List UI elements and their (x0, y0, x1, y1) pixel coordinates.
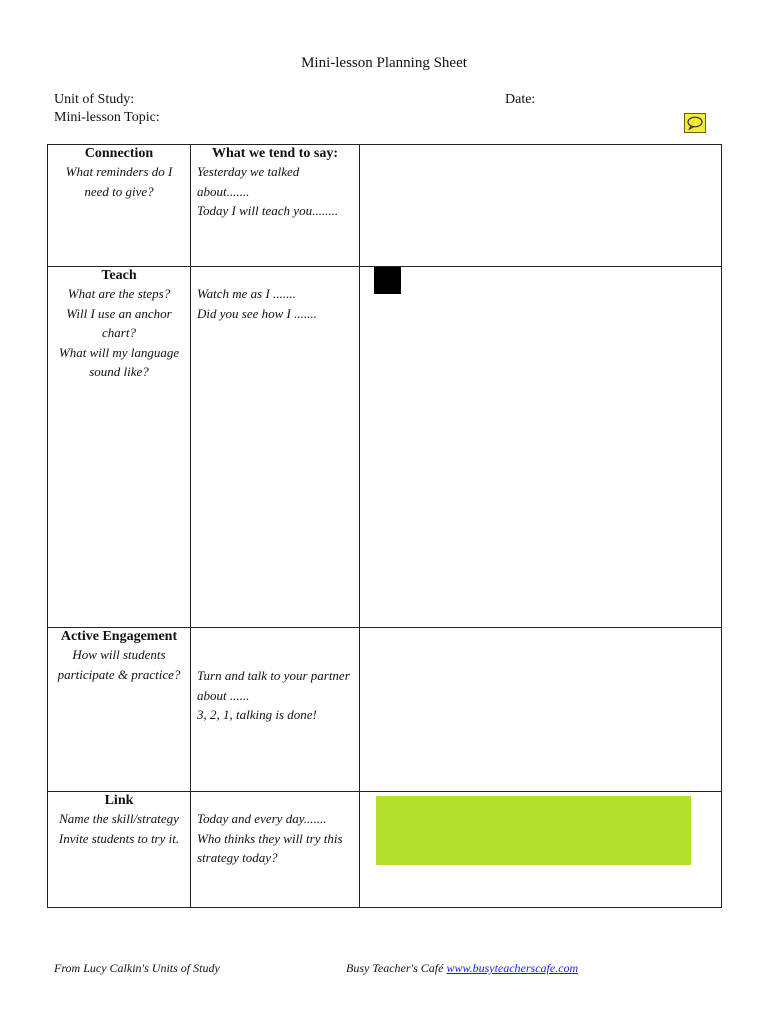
footer-source: From Lucy Calkin's Units of Study (54, 961, 220, 975)
row-question: Name the skill/strategy (59, 811, 179, 826)
say-line: Turn and talk to your partner about ...... (197, 668, 350, 703)
unit-of-study-label: Unit of Study: (54, 92, 135, 107)
row-question: What will my language sound like? (58, 344, 180, 379)
teach-notes-cell[interactable] (360, 267, 722, 628)
say-line: Today and every day....... (197, 811, 327, 826)
row-teach (48, 267, 722, 628)
footer-credit (346, 961, 578, 976)
link-prompt-cell (48, 792, 191, 908)
connection-prompt-cell (48, 145, 191, 267)
row-heading: Active Engagement (60, 629, 178, 644)
mini-lesson-topic-label: Mini-lesson Topic: (54, 110, 160, 125)
row-connection (48, 145, 722, 267)
engagement-prompt-cell (48, 628, 191, 792)
connection-notes-cell[interactable] (360, 145, 722, 267)
highlight-block (376, 796, 691, 865)
say-line: Yesterday we talked about....... (197, 164, 300, 199)
link-say-cell (191, 792, 360, 908)
redaction-block (374, 267, 401, 294)
engagement-say-cell (191, 628, 360, 792)
row-heading: Connection (84, 146, 154, 161)
connection-say-cell (191, 145, 360, 267)
row-question: Will I use an anchor chart? (66, 305, 172, 340)
teach-say-cell (191, 267, 360, 628)
row-heading: Teach (101, 268, 137, 283)
row-heading: Link (104, 793, 134, 808)
say-line: Watch me as I ....... (197, 286, 296, 301)
date-label: Date: (505, 92, 536, 107)
row-question: Invite students to try it. (58, 830, 180, 846)
teach-prompt-cell (48, 267, 191, 628)
say-heading: What we tend to say: (212, 146, 338, 161)
footer-website-link[interactable]: www.busyteacherscafe.com (446, 961, 579, 975)
say-line: Who thinks they will try this strategy today? (197, 830, 343, 865)
row-active-engagement (48, 628, 722, 792)
footer-credit-text: Busy Teacher's Café (346, 961, 444, 975)
say-line: Did you see how I ....... (197, 305, 317, 321)
page-title: Mini-lesson Planning Sheet (301, 55, 467, 71)
planning-table (47, 144, 722, 908)
speech-bubble-icon[interactable] (684, 113, 706, 133)
engagement-notes-cell[interactable] (360, 628, 722, 792)
row-question: What reminders do I need to give? (65, 164, 173, 199)
say-line: 3, 2, 1, talking is done! (197, 707, 317, 722)
row-question: How will students participate & practice? (57, 647, 181, 682)
say-line: Today I will teach you........ (197, 203, 339, 218)
row-question: What are the steps? (67, 286, 171, 301)
